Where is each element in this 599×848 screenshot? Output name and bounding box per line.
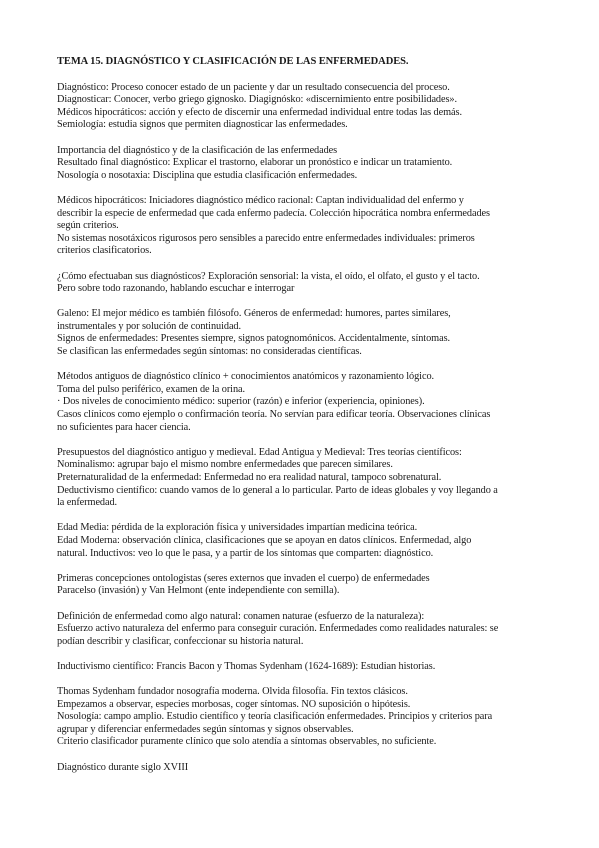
text-line: agrupar y diferenciar enfermedades según síntomas y signos observables. [57,723,354,735]
paragraph [57,308,559,358]
text-line: Edad Media: pérdida de la exploración física y universidades impartían medicina teórica. [57,522,418,534]
text-line: Edad Moderna: observación clínica, clasificaciones que se apoyan en datos clínicos. Enfermedad, algo [57,534,472,546]
text-line: Presupuestos del diagnóstico antiguo y medieval. Edad Antigua y Medieval: Tres teorías científicos: [57,446,462,458]
text-line: no suficientes para hacer ciencia. [57,421,191,433]
paragraph [57,573,559,598]
text-line: Pero sobre todo razonando, hablando escuchar e interrogar [57,283,295,295]
text-line: Nosología o nosotaxia: Disciplina que estudia clasificación enfermedades. [57,169,358,181]
text-line: natural. Inductivos: veo lo que le pasa, y a partir de los síntomas que comparten: diagnóstico. [57,547,434,559]
paragraph [57,145,559,183]
text-line: describir la especie de enfermedad que cada enfermo padecía. Colección hipocrática nombra enfermedades [57,207,490,219]
text-line: Thomas Sydenham fundador nosografía moderna. Olvida filosofía. Fin textos clásicos. [57,686,408,698]
text-line: Importancia del diagnóstico y de la clasificación de las enfermedades [57,144,338,156]
text-line: Diagnosticar: Conocer, verbo griego gignosko. Diagignósko: «discernimiento entre posibilidades». [57,94,457,106]
text-line: Preternaturalidad de la enfermedad: Enfermedad no era realidad natural, tampoco sobrenatural. [57,472,442,483]
text-line: Médicos hipocráticos: acción y efecto de discernir una enfermedad individual entre todas las demás. [57,106,462,118]
text-line: Diagnóstico durante siglo XVIII [57,761,189,773]
paragraph [57,82,559,132]
text-line: Casos clínicos como ejemplo o confirmación teoría. No servían para edificar teoría. Observaciones clínicas [57,409,491,421]
text-line: podían describir y clasificar, confeccionar su historia natural. [57,635,304,647]
paragraph [57,686,559,749]
document-title: TEMA 15. DIAGNÓSTICO Y CLASIFICACIÓN DE LAS ENFERMEDADES. [57,56,409,67]
text-line: Nominalismo: agrupar bajo el mismo nombre enfermedades que parecen similares. [57,459,393,471]
text-line: Deductivismo científico: cuando vamos de lo general a lo particular. Parto de ideas globales y voy llegando a [57,484,498,496]
document-body [57,82,559,775]
text-line: Métodos antiguos de diagnóstico clínico + conocimientos anatómicos y razonamiento lógico. [57,371,435,383]
paragraph [57,762,559,775]
paragraph [57,271,559,296]
paragraph [57,447,559,510]
text-line: No sistemas nosotáxicos rigurosos pero sensibles a parecido entre enfermedades individuales: primeros [57,232,475,244]
text-line: Definición de enfermedad como algo natural: conamen naturae (esfuerzo de la naturaleza): [57,610,425,622]
text-line: Esfuerzo activo naturaleza del enfermo para conseguir curación. Enfermedades como realidades naturales: se [57,623,499,635]
paragraph [57,611,559,649]
text-line: Galeno: El mejor médico es también filósofo. Géneros de enfermedad: humores, partes similares, [57,308,451,320]
text-line: la enfermedad. [57,497,118,509]
text-line: Se clasifican las enfermedades según síntomas: no consideradas científicas. [57,346,362,358]
text-line: Resultado final diagnóstico: Explicar el trastorno, elaborar un pronóstico e indicar un tratamiento. [57,157,453,169]
text-line: según criterios. [57,220,119,232]
text-line: Semiología: estudia signos que permiten diagnosticar las enfermedades. [57,119,348,131]
paragraph [57,522,559,560]
paragraph [57,661,559,674]
paragraph [57,195,559,258]
text-line: Primeras concepciones ontologistas (seres externos que invaden el cuerpo) de enfermedades [57,572,430,584]
text-line: ¿Cómo efectuaban sus diagnósticos? Exploración sensorial: la vista, el oído, el olfato, el gusto y el tacto. [57,270,480,282]
text-line: Nosología: campo amplio. Estudio científico y teoría clasificación enfermedades. Principios y criterios para [57,711,493,723]
text-line: Criterio clasificador puramente clínico que solo atendía a síntomas observables, no suficiente. [57,736,437,748]
text-line: Paracelso (invasión) y Van Helmont (ente independiente con semilla). [57,585,340,597]
text-line: criterios clasificatorios. [57,245,152,257]
text-line: Inductivismo científico: Francis Bacon y Thomas Sydenham (1624-1689): Estudian historias. [57,660,436,672]
paragraph [57,371,559,434]
text-line: instrumentales y por solución de continuidad. [57,320,241,332]
text-line: Empezamos a observar, especies morbosas, coger síntomas. NO suposición o hipótesis. [57,698,411,710]
text-line: Toma del pulso periférico, examen de la orina. [57,383,246,395]
text-line: · Dos niveles de conocimiento médico: superior (razón) e inferior (experiencia, opiniones). [57,396,425,408]
text-line: Médicos hipocráticos: Iniciadores diagnóstico médico racional: Captan individualidad del enfermo y [57,194,464,206]
text-line: Signos de enfermedades: Presentes siempre, signos patognomónicos. Accidentalmente, síntomas. [57,333,450,345]
text-line: Diagnóstico: Proceso conocer estado de un paciente y dar un resultado consecuencia del proceso. [57,81,450,93]
